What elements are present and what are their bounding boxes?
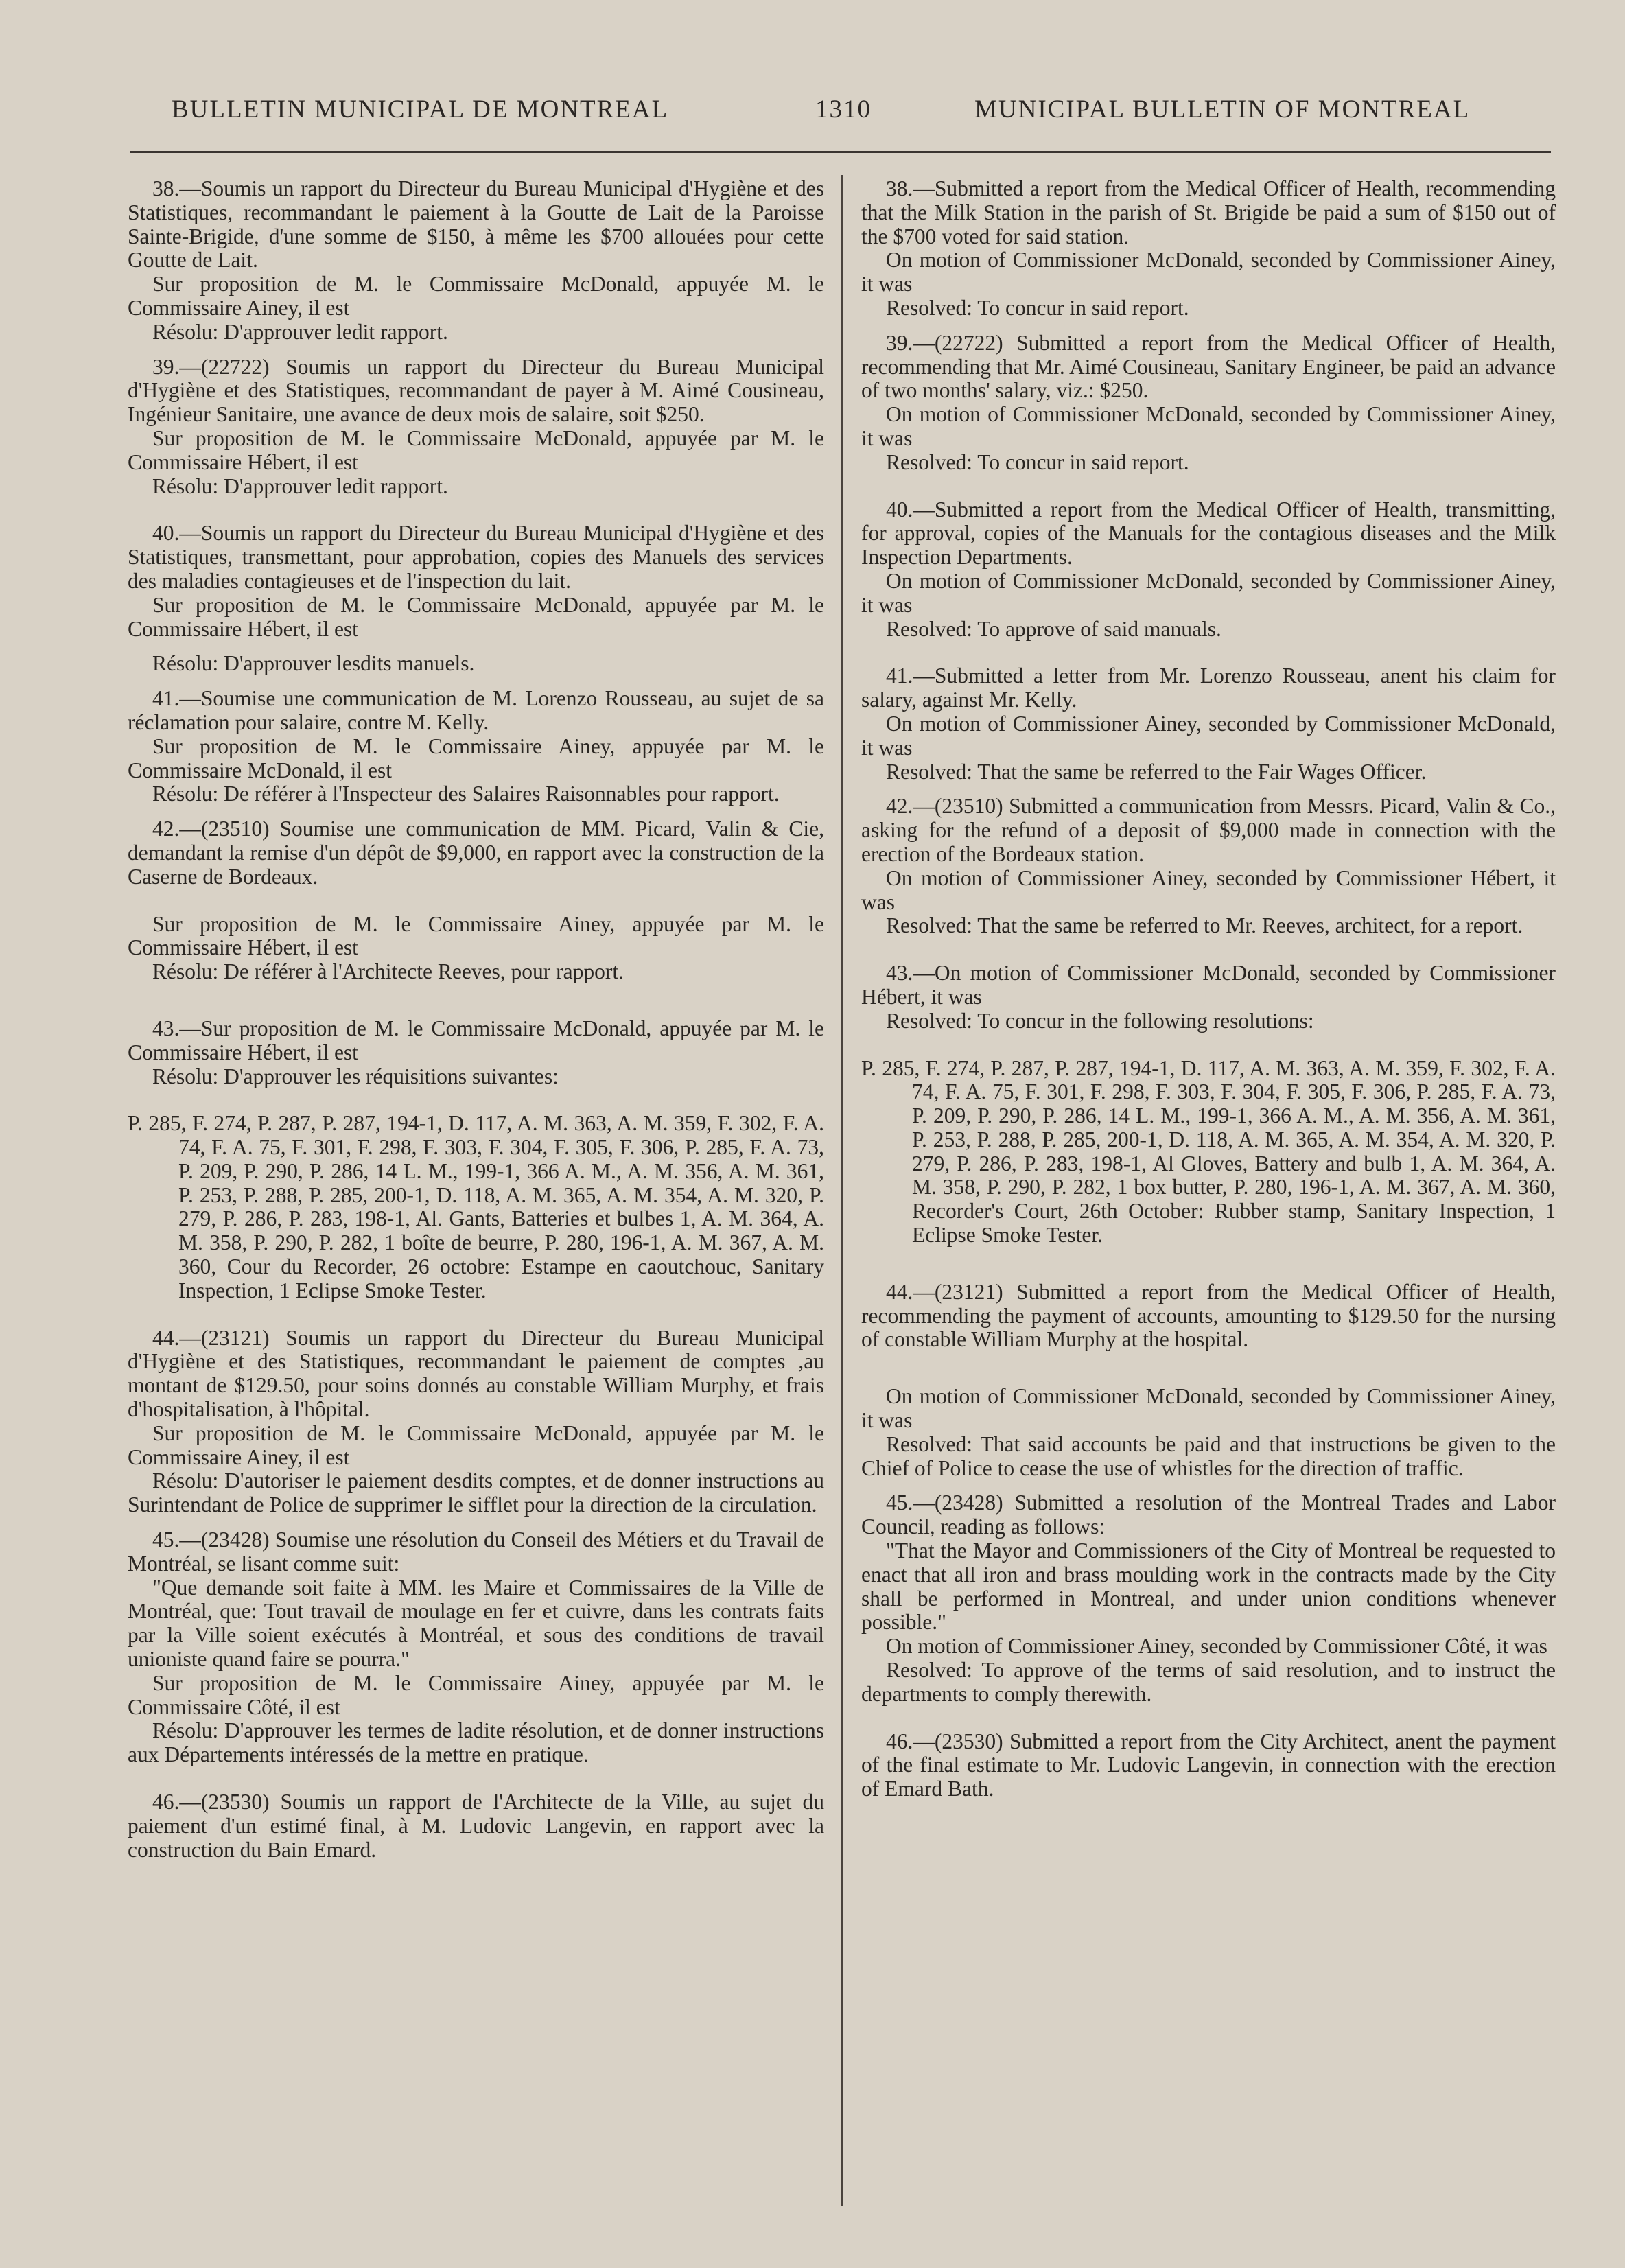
item-41-en: 41.—Submitted a letter from Mr. Lorenzo Rousseau, anent his claim for salary, against Mr. Kelly. — [861, 664, 1556, 712]
item-45-fr: 45.—(23428) Soumise une résolution du Conseil des Métiers et du Travail de Montréal, se lisant comme suit: — [128, 1528, 824, 1576]
item-41-resolution-en: Resolved: That the same be referred to the Fair Wages Officer. — [886, 759, 1427, 784]
item-39-resolution-en: Resolved: To concur in said report. — [886, 449, 1189, 474]
item-39-motion-en: On motion of Commissioner McDonald, seconded by Commissioner Ainey, it was — [861, 402, 1556, 450]
item-42-resolution-fr: Résolu: De référer à l'Architecte Reeves, pour rapport. — [152, 959, 624, 984]
item-45-motion-en: On motion of Commissioner Ainey, seconded by Commissioner Côté, it was — [886, 1634, 1547, 1659]
item-41-motion-fr: Sur proposition de M. le Commissaire Ainey, appuyée par M. le Commissaire McDonald, il est — [128, 734, 824, 782]
header-rule — [130, 151, 1551, 153]
page-header — [0, 95, 1625, 129]
item-39-motion-fr: Sur proposition de M. le Commissaire McDonald, appuyée par M. le Commissaire Hébert, il est — [128, 425, 824, 474]
item-41-resolution-fr: Résolu: De référer à l'Inspecteur des Salaires Raisonnables pour rapport. — [152, 782, 780, 806]
item-40-motion-en: On motion of Commissioner McDonald, seconded by Commissioner Ainey, it was — [861, 568, 1556, 617]
item-38-resolution-fr: Résolu: D'approuver ledit rapport. — [152, 319, 448, 344]
item-43-resolution-en: Resolved: To concur in the following resolutions: — [886, 1008, 1314, 1033]
item-38-resolution-en: Resolved: To concur in said report. — [886, 295, 1189, 320]
item-43-resolution-fr: Résolu: D'approuver les réquisitions suivantes: — [152, 1064, 559, 1088]
item-40-fr: 40.—Soumis un rapport du Directeur du Bureau Municipal d'Hygiène et des Statistiques, transmettant, pour approbation, copies des Manuels des services des maladies contagieuses et de l'inspection du lait. — [128, 521, 824, 593]
item-44-resolution-fr: Résolu: D'autoriser le paiement desdits comptes, et de donner instructions au Surintendant de Police de supprimer le sifflet pour la direction de la circulation. — [128, 1469, 824, 1517]
item-45-en: 45.—(23428) Submitted a resolution of the Montreal Trades and Labor Council, reading as follows: — [861, 1490, 1556, 1539]
item-44-motion-en: On motion of Commissioner McDonald, seconded by Commissioner Ainey, it was — [861, 1384, 1556, 1433]
item-42-en: 42.—(23510) Submitted a communication from Messrs. Picard, Valin & Co., asking for the refund of a deposit of $9,000 made in connection with the erection of the Bordeaux station. — [861, 794, 1556, 866]
item-45-resolution-fr: Résolu: D'approuver les termes de ladite résolution, et de donner instructions aux Départements intéressés de la mettre en pratique. — [128, 1718, 824, 1767]
item-41-fr: 41.—Soumise une communication de M. Lorenzo Rousseau, au sujet de sa réclamation pour salaire, contre M. Kelly. — [128, 686, 824, 734]
item-45-resolution-en: Resolved: To approve of the terms of said resolution, and to instruct the departments to comply therewith. — [861, 1658, 1556, 1706]
item-43-requisitions-en: P. 285, F. 274, P. 287, P. 287, 194-1, D. 117, A. M. 363, A. M. 359, F. 302, F. A. 74, F. A. 75, F. 301, F. 298, F. 303, F. 304, F. 305, F. 306, P. 285, F. A. 73, P. 209, P. 290, P. 286, 14 L. M., 199-1, 366 A. M., A. M. 356, A. M. 361, P. 253, P. 288, P. 285, 200-1, D. 118, A. M. 365, A. M. 354, A. M. 320, P. 279, P. 286, P. 283, 198-1, Al Gloves, Battery and bulb 1, A. M. 364, A. M. 358, P. 290, P. 282, 1 box butter, P. 280, 196-1, A. M. 367, A. M. 360, Recorder's Court, 26th October: Rubber stamp, Sanitary Inspection, 1 Eclipse Smoke Tester. — [861, 1055, 1556, 1248]
item-40-resolution-en: Resolved: To approve of said manuals. — [886, 616, 1221, 641]
item-39-en: 39.—(22722) Submitted a report from the Medical Officer of Health, recommending that Mr. Aimé Cousineau, Sanitary Engineer, be paid an advance of two months' salary, viz.: $250. — [861, 330, 1556, 403]
item-42-motion-fr: Sur proposition de M. le Commissaire Ainey, appuyée par M. le Commissaire Hébert, il est — [128, 911, 824, 960]
header-title-french: BULLETIN MUNICIPAL DE MONTREAL — [172, 95, 669, 124]
item-42-fr: 42.—(23510) Soumise une communication de MM. Picard, Valin & Cie, demandant la remise d'un dépôt de $9,000, en rapport avec la construction de la Caserne de Bordeaux. — [128, 817, 824, 889]
item-46-en: 46.—(23530) Submitted a report from the City Architect, anent the payment of the final estimate to Mr. Ludovic Langevin, in connection with the erection of Emard Bath. — [861, 1729, 1556, 1801]
item-38-fr: 38.—Soumis un rapport du Directeur du Bureau Municipal d'Hygiène et des Statistiques, recommandant le paiement à la Goutte de Lait de la Paroisse Sainte-Brigide, d'une somme de $150, à même les $700 allouées pour cette Goutte de Lait. — [128, 176, 824, 272]
item-46-fr: 46.—(23530) Soumis un rapport de l'Architecte de la Ville, au sujet du paiement d'un estimé final, à M. Ludovic Langevin, en rapport avec la construction du Bain Emard. — [128, 1790, 824, 1862]
item-40-resolution-fr: Résolu: D'approuver lesdits manuels. — [152, 651, 475, 676]
page-number: 1310 — [815, 95, 872, 124]
item-44-motion-fr: Sur proposition de M. le Commissaire McDonald, appuyée par M. le Commissaire Ainey, il est — [128, 1421, 824, 1469]
item-39-resolution-fr: Résolu: D'approuver ledit rapport. — [152, 474, 448, 498]
item-42-resolution-en: Resolved: That the same be referred to Mr. Reeves, architect, for a report. — [886, 913, 1523, 938]
item-45-quote-fr: "Que demande soit faite à MM. les Maire et Commissaires de la Ville de Montréal, que: Tout travail de moulage en fer et cuivre, dans les contrats faits par la Ville soient exécutés à Montréal, et sous des conditions de travail unioniste quand faire se pourra." — [128, 1575, 824, 1672]
item-43-en: 43.—On motion of Commissioner McDonald, seconded by Commissioner Hébert, it was — [861, 961, 1556, 1009]
item-38-en: 38.—Submitted a report from the Medical Officer of Health, recommending that the Milk Station in the parish of St. Brigide be paid a sum of $150 out of the $700 voted for said station. — [861, 176, 1556, 248]
item-39-fr: 39.—(22722) Soumis un rapport du Directeur du Bureau Municipal d'Hygiène et des Statistiques, recommandant de payer à M. Aimé Cousineau, Ingénieur Sanitaire, une avance de deux mois de salaire, soit $250. — [128, 354, 824, 427]
column-divider — [841, 175, 843, 2206]
item-42-motion-en: On motion of Commissioner Ainey, seconded by Commissioner Hébert, it was — [861, 865, 1556, 914]
item-40-en: 40.—Submitted a report from the Medical Officer of Health, transmitting, for approval, copies of the Manuals for the contagious diseases and the Milk Inspection Departments. — [861, 497, 1556, 570]
item-38-motion-fr: Sur proposition de M. le Commissaire McDonald, appuyée M. le Commissaire Ainey, il est — [128, 272, 824, 320]
item-38-motion-en: On motion of Commissioner McDonald, seconded by Commissioner Ainey, it was — [861, 248, 1556, 296]
item-44-fr: 44.—(23121) Soumis un rapport du Directeur du Bureau Municipal d'Hygiène et des Statistiques, recommandant le paiement de comptes ,au montant de $129.50, pour soins donnés au constable William Murphy, et frais d'hospitalisation, à l'hôpital. — [128, 1325, 824, 1422]
item-44-resolution-en: Resolved: That said accounts be paid and that instructions be given to the Chief of Police to cease the use of whistles for the direction of traffic. — [861, 1431, 1556, 1480]
item-43-fr: 43.—Sur proposition de M. le Commissaire McDonald, appuyée par M. le Commissaire Hébert, il est — [128, 1016, 824, 1064]
item-40-motion-fr: Sur proposition de M. le Commissaire McDonald, appuyée par M. le Commissaire Hébert, il est — [128, 592, 824, 641]
item-45-quote-en: "That the Mayor and Commissioners of the City of Montreal be requested to enact that all iron and brass moulding work in the contracts made by the City shall be performed in Montreal, and under union conditions whenever possible." — [861, 1539, 1556, 1635]
english-column — [861, 177, 1556, 1801]
item-45-motion-fr: Sur proposition de M. le Commissaire Ainey, appuyée par M. le Commissaire Côté, il est — [128, 1670, 824, 1719]
french-column — [128, 177, 824, 1862]
item-43-requisitions-fr: P. 285, F. 274, P. 287, P. 287, 194-1, D. 117, A. M. 363, A. M. 359, F. 302, F. A. 74, F. A. 75, F. 301, F. 298, F. 303, F. 304, F. 305, F. 306, P. 285, F. A. 73, P. 209, P. 290, P. 286, 14 L. M., 199-1, 366 A. M., A. M. 356, A. M. 361, P. 253, P. 288, P. 285, 200-1, D. 118, A. M. 365, A. M. 354, A. M. 320, P. 279, P. 286, P. 283, 198-1, Al. Gants, Batteries et bulbes 1, A. M. 364, A. M. 358, P. 290, P. 282, 1 boîte de beurre, P. 280, 196-1, A. M. 367, A. M. 360, Cour du Recorder, 26 octobre: Estampe en caoutchouc, Sanitary Inspection, 1 Eclipse Smoke Tester. — [128, 1111, 824, 1302]
item-41-motion-en: On motion of Commissioner Ainey, seconded by Commissioner McDonald, it was — [861, 711, 1556, 760]
header-title-english: MUNICIPAL BULLETIN OF MONTREAL — [974, 95, 1471, 124]
item-44-en: 44.—(23121) Submitted a report from the Medical Officer of Health, recommending the payment of accounts, amounting to $129.50 for the nursing of constable William Murphy at the hospital. — [861, 1279, 1556, 1352]
